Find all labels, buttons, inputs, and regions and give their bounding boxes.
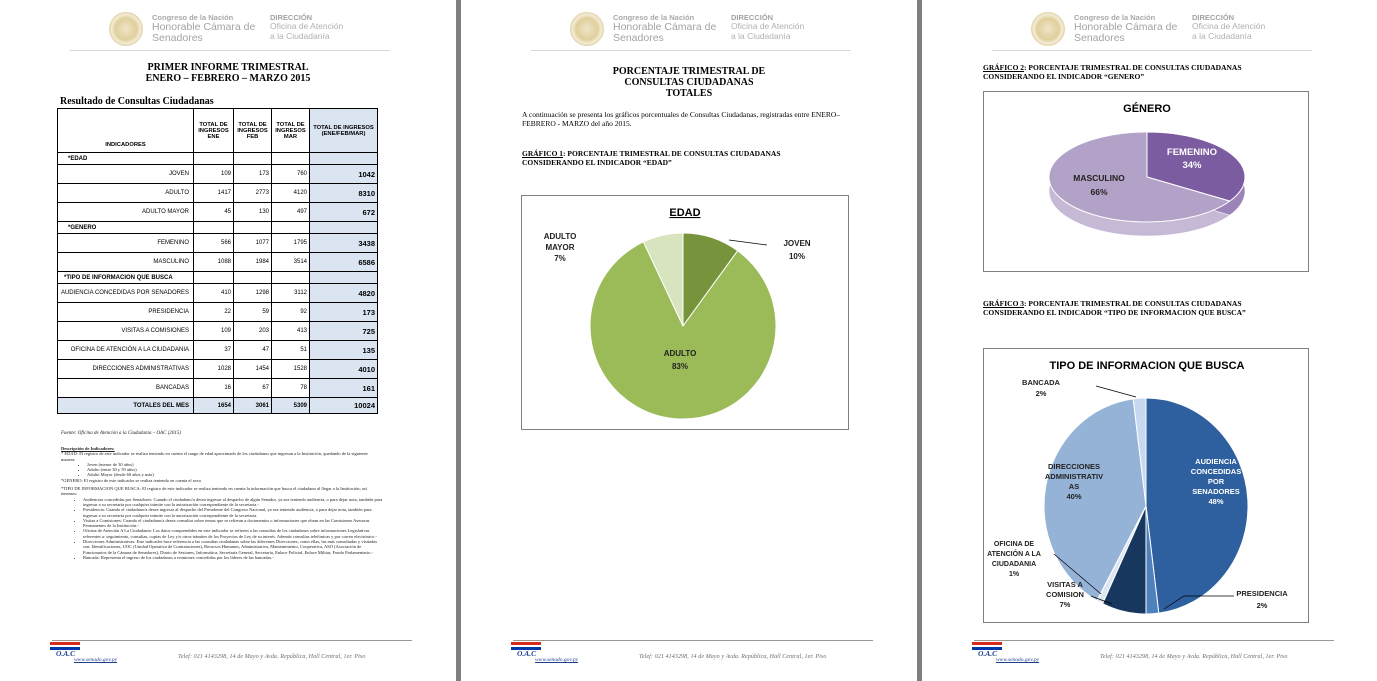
desc-genero: *GENERO: El registro de este indicador se realiza teniendo en cuenta el sexo.	[61, 477, 203, 483]
document-page-1	[0, 0, 456, 681]
section-row: *GENERO	[58, 222, 378, 234]
institution-name: Congreso de la Nación Honorable Cámara de Senadores	[613, 13, 717, 44]
page-footer	[922, 640, 1377, 670]
footer-divider	[974, 640, 1334, 641]
indicator-descriptions	[61, 446, 383, 560]
header-divider	[531, 50, 851, 51]
chart-title: EDAD	[669, 207, 701, 219]
section-row: *TIPO DE INFORMACION QUE BUSCA	[58, 272, 378, 284]
footer-link[interactable]: www.senado.gov.py	[535, 657, 579, 663]
edad-list	[87, 462, 383, 478]
footer-address: Telef: 021 4143298, 14 de Mayo y Avda. República, Hall Central, 1er. Piso	[178, 654, 366, 660]
table-title: Resultado de Consultas Ciudadanas	[60, 96, 214, 107]
leader-line	[1096, 386, 1136, 397]
chart-title: TIPO DE INFORMACION QUE BUSCA	[1049, 360, 1245, 372]
page-header	[922, 10, 1377, 46]
data-label-femenino: FEMENINO 34%	[1166, 147, 1218, 171]
department-name: DIRECCIÓN Oficina de Atención a la Ciudadanía	[1192, 13, 1266, 41]
table-row: BANCADAS 16 67 78 161	[58, 379, 378, 398]
senate-seal-icon	[1031, 12, 1065, 46]
footer-link[interactable]: www.senado.gov.py	[996, 657, 1040, 663]
list-item: • Bancada: Representa el ingreso de los ciudadanos a reuniones concedidas por los líderes de las bancadas.-	[83, 555, 383, 560]
leader-line	[729, 240, 767, 245]
footer-address: Telef: 021 4143298, 14 de Mayo y Avda. República, Hall Central, 1er. Piso	[639, 654, 827, 660]
department-name: DIRECCIÓN Oficina de Atención a la Ciudadanía	[270, 13, 344, 41]
header-cell: TOTAL DE INGRESOS (ENE/FEB/MAR)	[310, 109, 378, 153]
list-item: • Audiencias concedidas por Senadores: Cuando el ciudadano/a desea ingresar al despacho de algún Senador, ya sea teniendo audiencia, o para dejar nota, también para ingresar a su secretaría por cualquier trámite con la autorización correspondiente de la secretaria.-	[83, 497, 383, 508]
table-row: MASCULINO 1088 1984 3514 6586	[58, 253, 378, 272]
section-row: *EDAD	[58, 153, 378, 165]
table-row: JOVEN 109 173 760 1042	[58, 165, 378, 184]
table-row: DIRECCIONES ADMINISTRATIVAS 1028 1454 1528 4010	[58, 360, 378, 379]
descriptions-heading: Descripción de Indicadores:	[61, 446, 115, 451]
header-cell: TOTAL DE INGRESOS ENE	[194, 109, 234, 153]
header-divider	[70, 50, 390, 51]
table-source: Fuente: Oficina de Atención a la Ciudadanía – OAC (2015)	[61, 431, 182, 436]
data-label-joven: JOVEN 10%	[783, 239, 811, 261]
chart-caption: GRÁFICO 2: PORCENTAJE TRIMESTRAL DE CONSULTAS CIUDADANAS CONSIDERANDO EL INDICADOR “GENERO”	[983, 63, 1242, 81]
data-label-adulto: ADULTO 83%	[663, 349, 697, 371]
header-cell: TOTAL DE INGRESOS MAR	[272, 109, 310, 153]
data-label-bancada: BANCADA 2%	[1022, 378, 1060, 398]
senate-seal-icon	[109, 12, 143, 46]
chart-caption: GRÁFICO 1: PORCENTAJE TRIMESTRAL DE CONSULTAS CIUDADANAS CONSIDERANDO EL INDICADOR “EDAD”	[522, 149, 781, 167]
footer-address: Telef: 021 4143298, 14 de Mayo y Avda. República, Hall Central, 1er. Piso	[1100, 654, 1288, 660]
document-page-2	[461, 0, 917, 681]
genero-pie-chart	[984, 92, 1310, 273]
page-header	[0, 10, 456, 46]
data-label-presidencia: PRESIDENCIA 2%	[1236, 589, 1288, 610]
institution-name: Congreso de la Nación Honorable Cámara de Senadores	[152, 13, 256, 44]
desc-edad: * EDAD: El registro de este indicador se realiza teniendo en cuenta el rango de edad aproximado de los ciudadanos que ingresan a la Institución, quedando de la siguiente manera:	[61, 451, 368, 462]
footer-divider	[52, 640, 412, 641]
table-row: FEMENINO 566 1077 1795 3438	[58, 234, 378, 253]
edad-chart	[521, 195, 849, 430]
list-item: • Adulto (entre 30 y 59 años)	[87, 467, 383, 472]
desc-tipo: *TIPO DE INFORMACION QUE BUSCA: El registro de este indicador se realiza teniendo en cuenta la información que busca el ciudadano al llegar a la Institución; así tenemos:	[61, 486, 367, 497]
data-label-visitas-a-comision: VISITAS A COMISION 7%	[1046, 580, 1084, 609]
footer-oac: O.A.C	[978, 649, 998, 658]
data-label-direcciones-administrativas: DIRECCIONES ADMINISTRATIV AS 40%	[1044, 462, 1104, 501]
section-title: PORCENTAJE TRIMESTRAL DE CONSULTAS CIUDADANAS TOTALES	[612, 66, 766, 99]
senate-seal-icon	[570, 12, 604, 46]
report-title: PRIMER INFORME TRIMESTRAL ENERO – FEBRERO – MARZO 2015	[145, 62, 311, 84]
document-page-3	[922, 0, 1377, 681]
department-name: DIRECCIÓN Oficina de Atención a la Ciudadanía	[731, 13, 805, 41]
table-row: OFICINA DE ATENCIÓN A LA CIUDADANIA 37 47 51 135	[58, 341, 378, 360]
tipo-list	[83, 497, 383, 561]
header-cell: TOTAL DE INGRESOS FEB	[234, 109, 272, 153]
table-row: ADULTO 1417 2773 4120 8310	[58, 184, 378, 203]
data-label-audiencia-concedidas-por-senadores: AUDIENCIA CONCEDIDAS POR SENADORES 48%	[1190, 457, 1242, 506]
data-label-adulto-mayor: ADULTO MAYOR 7%	[543, 232, 577, 263]
table-row: PRESIDENCIA 22 59 92 173	[58, 303, 378, 322]
list-item: • Oficina de Atención A La Ciudadanía: Los datos comprendidos en este indicador se refieren a las consultas de los ciudadanos sobre informaciones Legislativas referentes a: seguimiento, consultas, copias de Ley y/o otros trámites de los Proyectos de Ley de su interés. Además consultas telefónicas y por correo electrónico.-	[83, 528, 383, 539]
table-row: ADULTO MAYOR 45 130 497 672	[58, 203, 378, 222]
list-item: • Visitas a Comisiones: Cuando el ciudadano/a desea consultar sobre temas que se refieran a documentos o informaciones que obran en las Comisiones Asesoras Permanentes de la Institución.-	[83, 518, 383, 529]
footer-oac: O.A.C	[517, 649, 537, 658]
edad-pie-chart	[522, 196, 850, 431]
intro-paragraph: A continuación se presenta los gráficos porcentuales de Consultas Ciudadanas, registradas entre ENERO– FEBRERO - MARZO del año 2015.	[522, 110, 841, 128]
chart-title: GÉNERO	[1123, 103, 1171, 115]
genero-chart	[983, 91, 1309, 272]
data-label-masculino: MASCULINO 66%	[1073, 173, 1125, 197]
header-divider	[992, 50, 1312, 51]
list-item: • Direcciones Administrativas: Este indicador hace referencia a las consultas ciudadanas sobre las diferentes Direcciones, como ellas, las más consultadas y visitadas son: Identificaciones, UOC (Unidad Operativa de Contrataciones), Recursos Humanos, Administrativa, Mantenimiento, Cooperativa, ASO (Asociación de Funcionarios de la Cámara de Senadores), Diario de Sesiones, Informática, Secretaría General, Secretaría, Enlace Policial, Enlace Militar, Fondo Parlamentario.-	[83, 539, 383, 555]
list-item: • Presidencia: Cuando el ciudadano/a desea ingresar al despacho del Presidente del Congreso Nacional, ya sea teniendo audiencia, o para dejar nota, también para ingresar a su secretaría por cualquier trámite con la autorización correspondiente de la secretaria.	[83, 507, 383, 518]
list-item: • Joven (menor de 30 años)	[87, 462, 383, 467]
chart-caption: GRÁFICO 3: PORCENTAJE TRIMESTRAL DE CONSULTAS CIUDADANAS CONSIDERANDO EL INDICADOR “TIPO DE INFORMACION QUE BUSCA”	[983, 299, 1246, 317]
data-label-oficina-de-atencion-a-la-ciudadania: OFICINA DE ATENCIÓN A LA CIUDADANIA 1%	[987, 541, 1041, 578]
footer-link[interactable]: www.senado.gov.py	[74, 657, 118, 663]
page-header	[461, 10, 917, 46]
list-item: • Adulto Mayor (desde 60 años y más)	[87, 472, 383, 477]
table-row: VISITAS A COMISIONES 109 203 413 725	[58, 322, 378, 341]
pie-slice-audiencia-concedidas-por-senadores	[1146, 398, 1248, 613]
table-header-row	[58, 109, 378, 153]
tipo-pie-chart	[984, 349, 1310, 624]
footer-oac: O.A.C	[56, 649, 76, 658]
table-row: AUDIENCIA CONCEDIDAS POR SENADORES 410 1298 3112 4820	[58, 284, 378, 303]
indicators-table	[57, 108, 378, 414]
page-footer	[0, 640, 456, 670]
institution-name: Congreso de la Nación Honorable Cámara de Senadores	[1074, 13, 1178, 44]
header-cell: INDICADORES	[58, 109, 194, 153]
footer-divider	[513, 640, 873, 641]
page-footer	[461, 640, 917, 670]
tipo-chart	[983, 348, 1309, 623]
totals-row: TOTALES DEL MES 1654 3061 5309 10024	[58, 398, 378, 414]
